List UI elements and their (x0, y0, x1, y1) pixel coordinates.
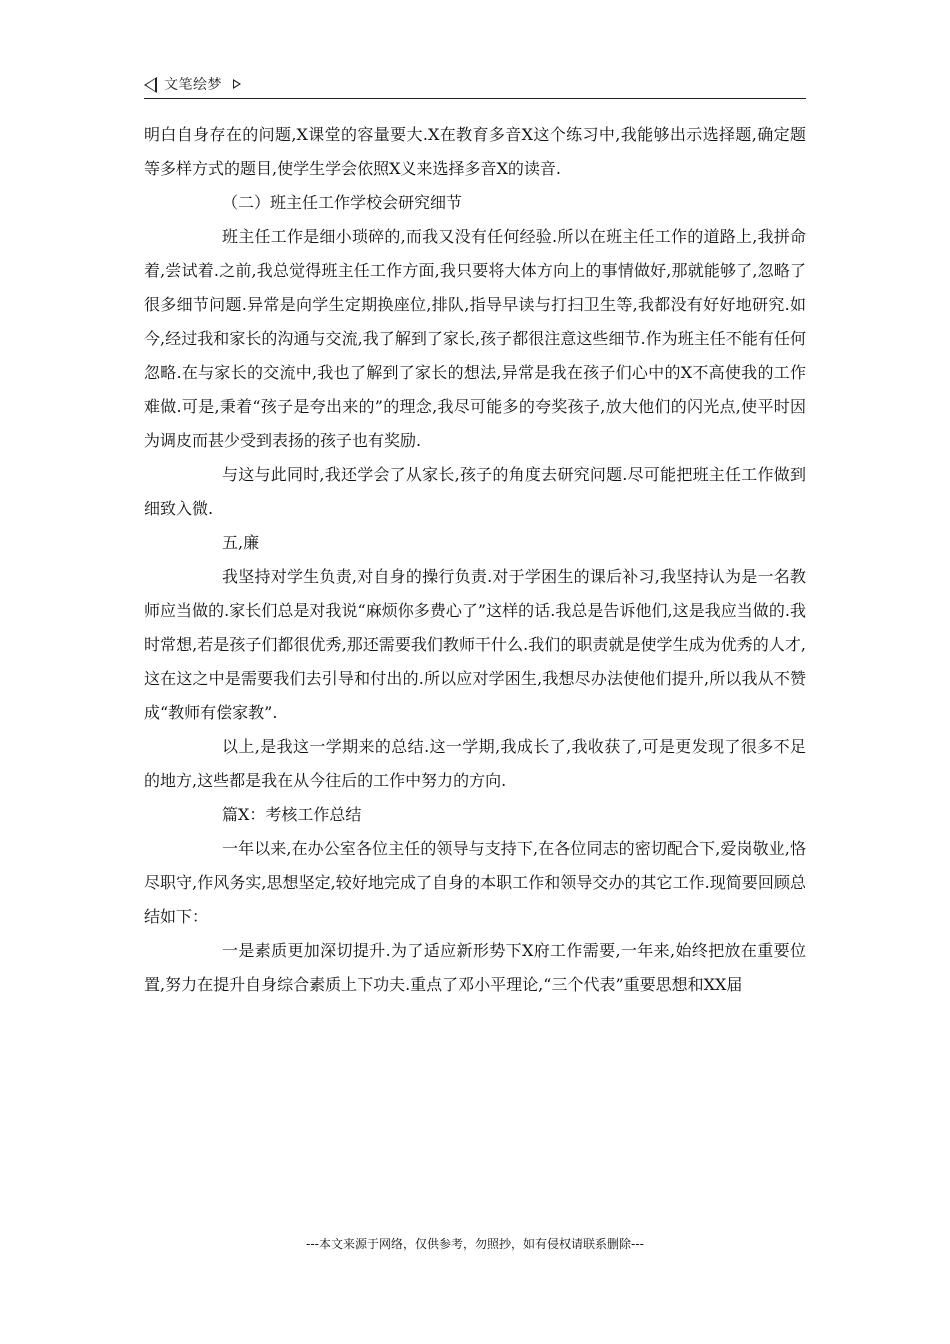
paragraph: 明白自身存在的问题,X课堂的容量要大.X在教育多音X这个练习中,我能够出示选择题,确定题等多样方式的题目,使学生学会依照X义来选择多音X的读音. (144, 125, 806, 178)
section-heading: 五,廉 (222, 533, 260, 552)
paragraph: 我坚持对学生负责,对自身的操行负责.对于学困生的课后补习,我坚持认为是一名教师应当做的.家长们总是对我说“麻烦你多费心了”这样的话.我总是告诉他们,这是我应当做的.我时常想,若是孩子们都很优秀,那还需要我们教师干什么.我们的职责就是使学生成为优秀的人才,这在这之中是需要我们去引导和付出的.所以应对学困生,我想尽办法使他们提升,所以我从不赞成“教师有偿家教”. (144, 567, 806, 722)
section-heading: 篇X：考核工作总结 (222, 805, 362, 824)
paragraph: 与这与此同时,我还学会了从家长,孩子的角度去研究问题.尽可能把班主任工作做到细致入微. (144, 465, 806, 518)
document-body (144, 118, 806, 1002)
paragraph: 班主任工作是细小琐碎的,而我又没有任何经验.所以在班主任工作的道路上,我拼命着,尝试着.之前,我总觉得班主任工作方面,我只要将大体方向上的事情做好,那就能够了,忽略了很多细节问题.异常是向学生定期换座位,排队,指导早读与打扫卫生等,我都没有好好地研究.如今,经过我和家长的沟通与交流,我了解到了家长,孩子都很注意这些细节.作为班主任不能有任何忽略.在与家长的交流中,我也了解到了家长的想法,异常是我在孩子们心中的X不高使我的工作难做.可是,秉着“孩子是夸出来的”的理念,我尽可能多的夸奖孩子,放大他们的闪光点,使平时因为调皮而甚少受到表扬的孩子也有奖励. (144, 227, 806, 450)
paragraph: 一是素质更加深切提升.为了适应新形势下X府工作需要,一年来,始终把放在重要位置,努力在提升自身综合素质上下功夫.重点了邓小平理论,“三个代表”重要思想和XX届 (144, 941, 806, 994)
paragraph: 以上,是我这一学期来的总结.这一学期,我成长了,我收获了,可是更发现了很多不足的地方,这些都是我在从今往后的工作中努力的方向. (144, 737, 806, 790)
page-footer: ---本文来源于网络，仅供参考，勿照抄，如有侵权请联系删除--- (306, 1237, 644, 1251)
right-triangle-icon (233, 79, 241, 89)
paragraph: 一年以来,在办公室各位主任的领导与支持下,在各位同志的密切配合下,爱岗敬业,恪尽职守,作风务实,思想坚定,较好地完成了自身的本职工作和领导交办的其它工作.现简要回顾总结如下： (144, 839, 806, 926)
header-title: 文笔绘梦 (164, 77, 222, 93)
left-triangle-icon (144, 77, 157, 93)
page-header (144, 72, 806, 99)
section-heading: （二）班主任工作学校会研究细节 (222, 193, 463, 212)
